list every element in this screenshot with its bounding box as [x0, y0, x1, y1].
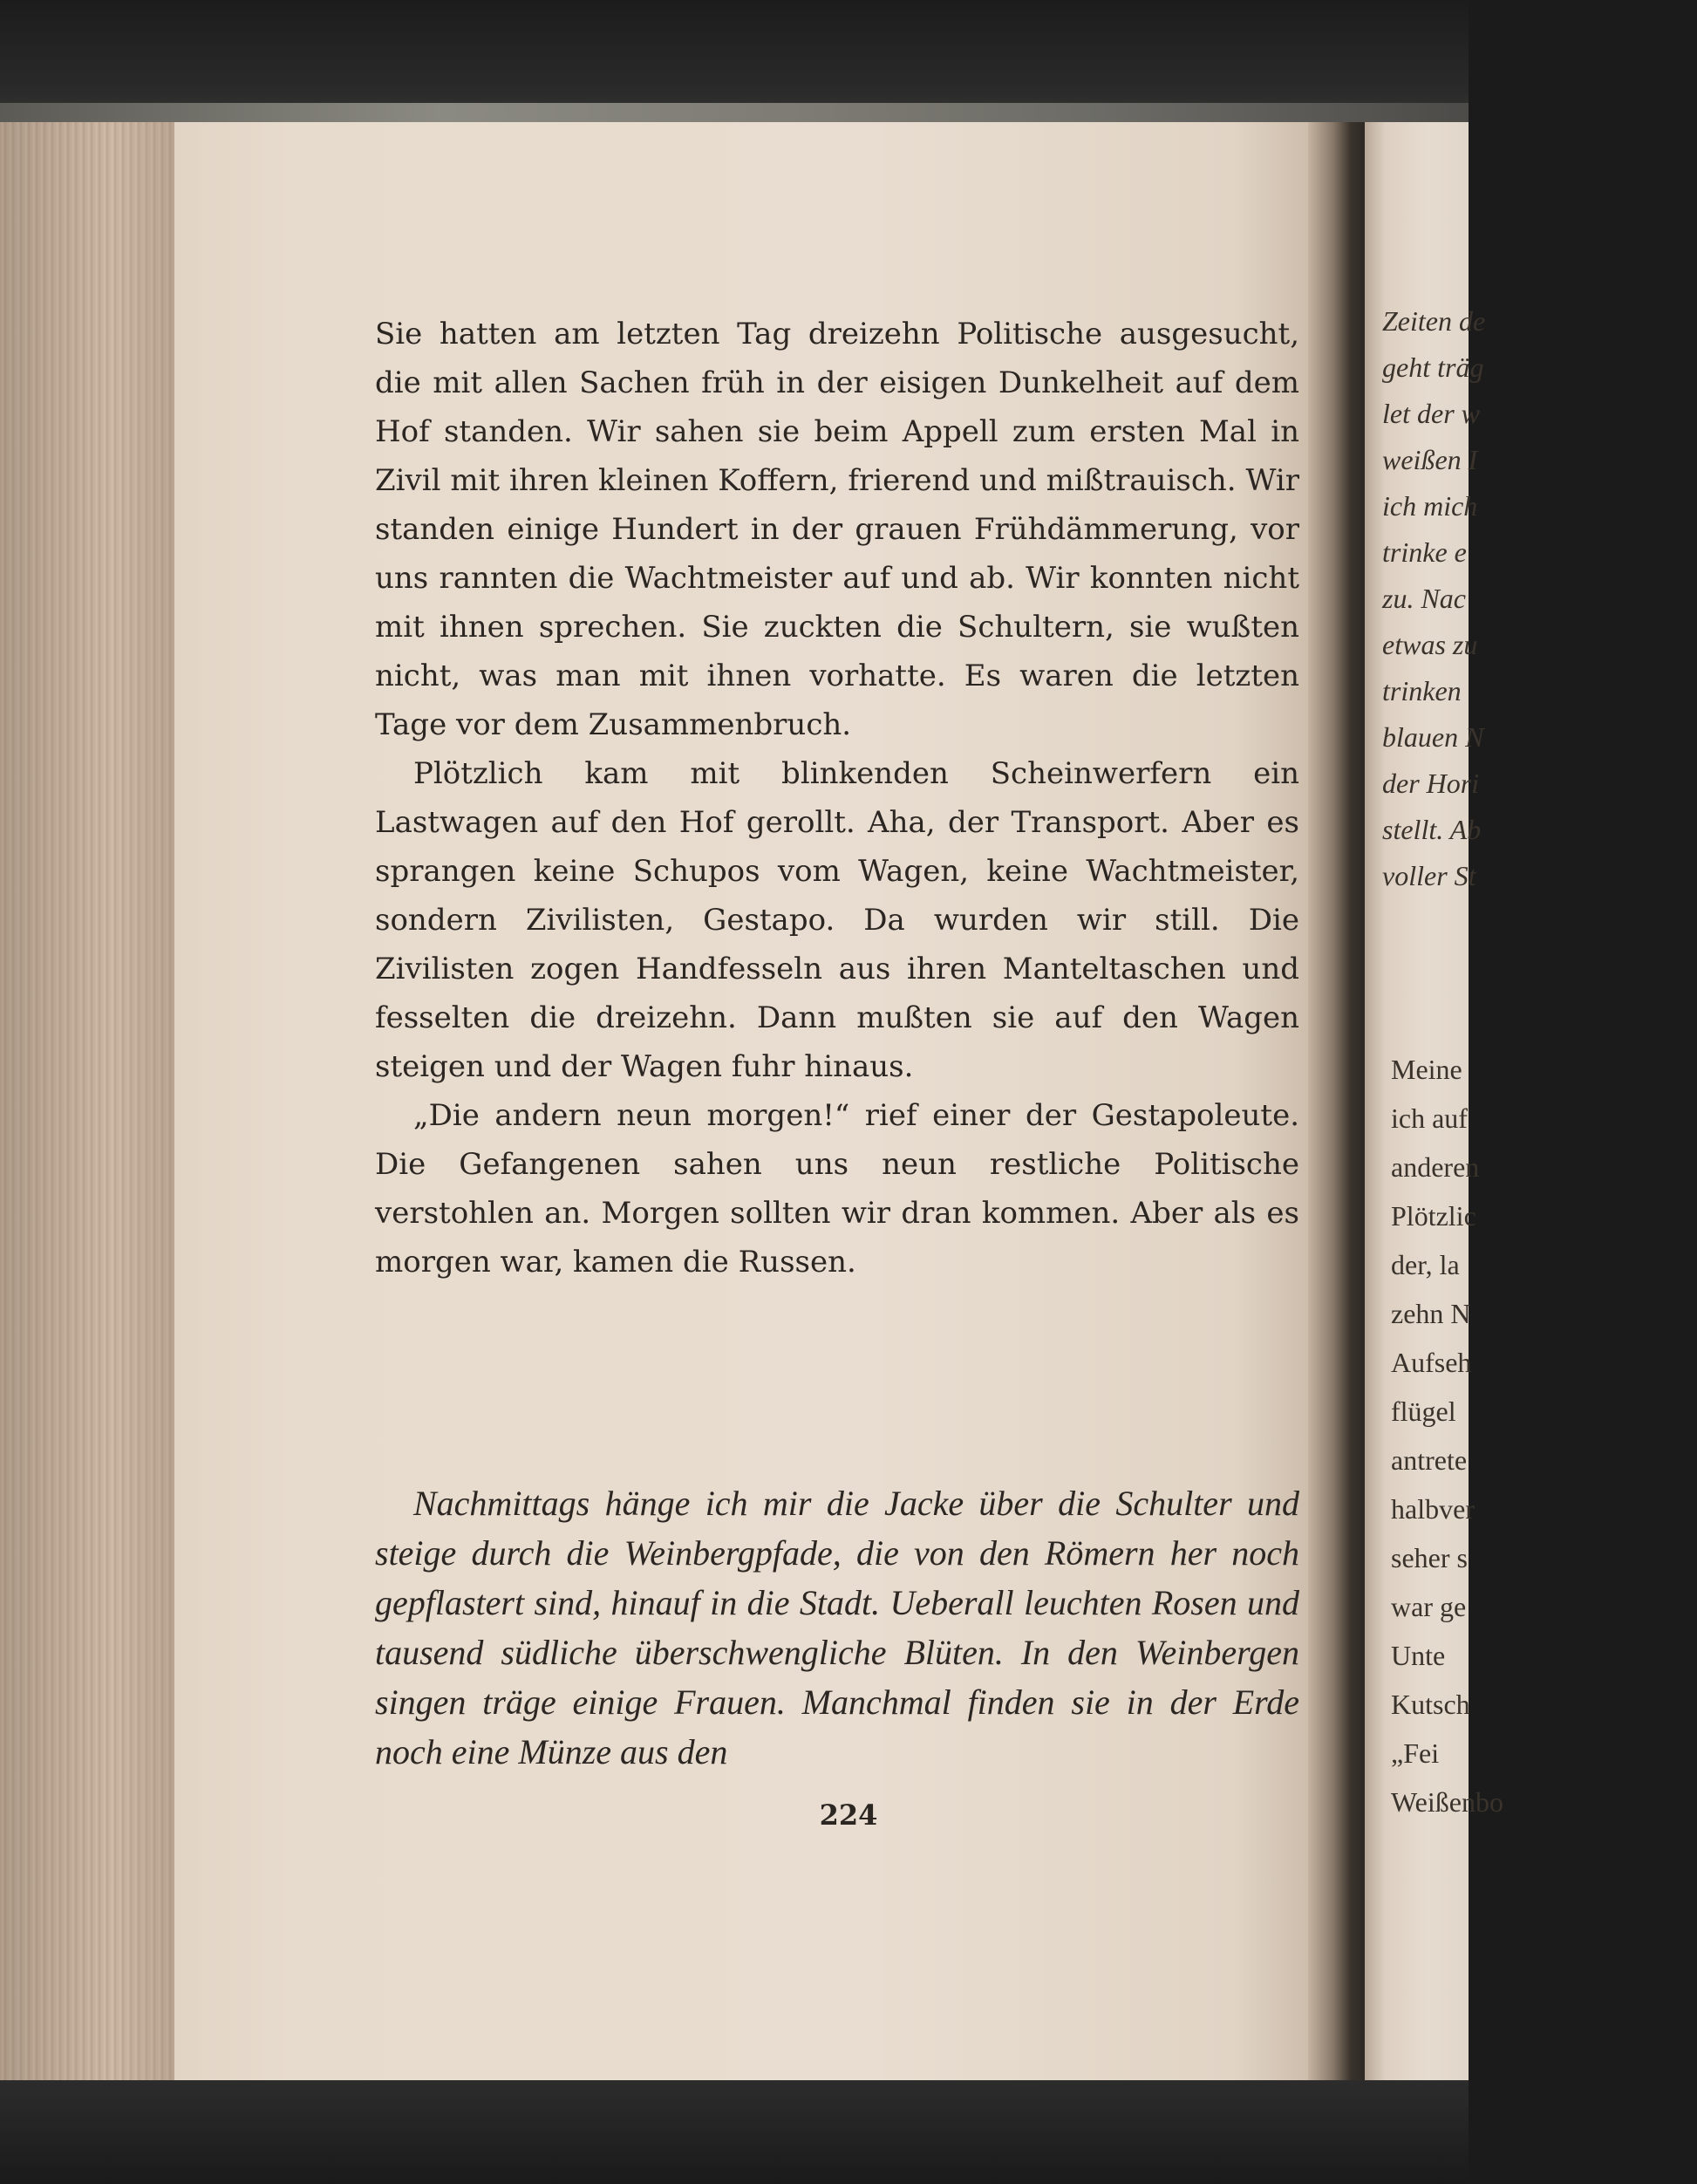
book-page-edges-shade — [0, 122, 187, 2080]
facing-line: Plötzlic — [1391, 1200, 1476, 1232]
facing-line: Weißenbo — [1391, 1786, 1503, 1818]
facing-line: Kutsch — [1391, 1689, 1470, 1720]
facing-line: zehn N — [1391, 1298, 1471, 1329]
facing-line: ich mich — [1382, 490, 1478, 522]
facing-line: trinke e — [1382, 536, 1467, 568]
facing-line: Meine — [1391, 1054, 1462, 1085]
facing-line: trinken — [1382, 675, 1462, 706]
facing-line: stellt. Ab — [1382, 814, 1482, 845]
paragraph: Plötzlich kam mit blinkenden Scheinwerfern ein Lastwagen auf den Hof gerollt. Aha, der Transport. Aber es sprangen keine Schupos vom Wagen, keine Wachtmeister, sondern Zivilisten, Gestapo. Da wurden wir still. Die Zivilisten zogen Handfesseln aus ihren Manteltaschen und fesselten die dreizehn. Dann mußten sie auf den Wagen steigen und der Wagen fuhr hinaus. — [375, 756, 1299, 1084]
facing-line: geht träg — [1382, 351, 1484, 383]
facing-line: der Hori — [1382, 768, 1480, 799]
facing-line: der, la — [1391, 1249, 1460, 1280]
facing-line: antrete — [1391, 1444, 1468, 1476]
page-number: 224 — [819, 1798, 878, 1832]
facing-line: voller St — [1382, 860, 1476, 891]
facing-line: ich auf — [1391, 1102, 1468, 1134]
facing-line: etwas zu — [1382, 629, 1478, 660]
facing-page-roman-column — [1391, 1054, 1503, 1835]
main-text — [375, 310, 1299, 1287]
facing-line: Zeiten de — [1382, 305, 1486, 337]
facing-line: flügel — [1391, 1396, 1456, 1427]
facing-line: Unte — [1391, 1640, 1446, 1671]
facing-line: seher s — [1391, 1542, 1468, 1573]
facing-line: „Fei — [1391, 1737, 1440, 1769]
book-gutter — [1308, 122, 1369, 2080]
facing-line: zu. Nac — [1382, 583, 1466, 614]
italic-paragraph: Nachmittags hänge ich mir die Jacke über die Schulter und steige durch die Weinbergpfade, die von den Römern her noch gepflastert sind, hinauf in die Stadt. Ueberall leuchten Rosen und tausend südliche überschwengliche Blüten. In den Weinbergen singen träge einige Frauen. Manchmal finden sie in der Erde noch eine Münze aus den — [375, 1484, 1299, 1771]
facing-line: anderen — [1391, 1151, 1480, 1183]
italic-section — [375, 1478, 1299, 1777]
facing-line: let der w — [1382, 398, 1480, 429]
paragraph: „Die andern neun morgen!“ rief einer der Gestapoleute. Die Gefangenen sahen uns neun restliche Politische verstohlen an. Morgen sollten wir dran kommen. Aber als es morgen war, kamen die Russen. — [375, 1098, 1299, 1280]
facing-line: war ge — [1391, 1591, 1467, 1622]
facing-page-italic-column — [1382, 305, 1486, 906]
paragraph: Sie hatten am letzten Tag dreizehn Politische ausgesucht, die mit allen Sachen früh in der eisigen Dunkelheit auf dem Hof standen. Wir sahen sie beim Appell zum ersten Mal in Zivil mit ihren kleinen Koffern, frierend und mißtrauisch. Wir standen einige Hundert in der grauen Frühdämmerung, vor uns rannten die Wachtmeister auf und ab. Wir konnten nicht mit ihnen sprechen. Sie zuckten die Schultern, sie wußten nicht, was man mit ihnen vorhatte. Es waren die letzten Tage vor dem Zusammenbruch. — [375, 317, 1299, 742]
facing-line: blauen N — [1382, 721, 1484, 753]
facing-line: halbver — [1391, 1493, 1475, 1525]
book-bottom-shadow — [0, 2080, 1469, 2184]
facing-line: Aufseh — [1391, 1347, 1472, 1378]
facing-line: weißen I — [1382, 444, 1478, 475]
